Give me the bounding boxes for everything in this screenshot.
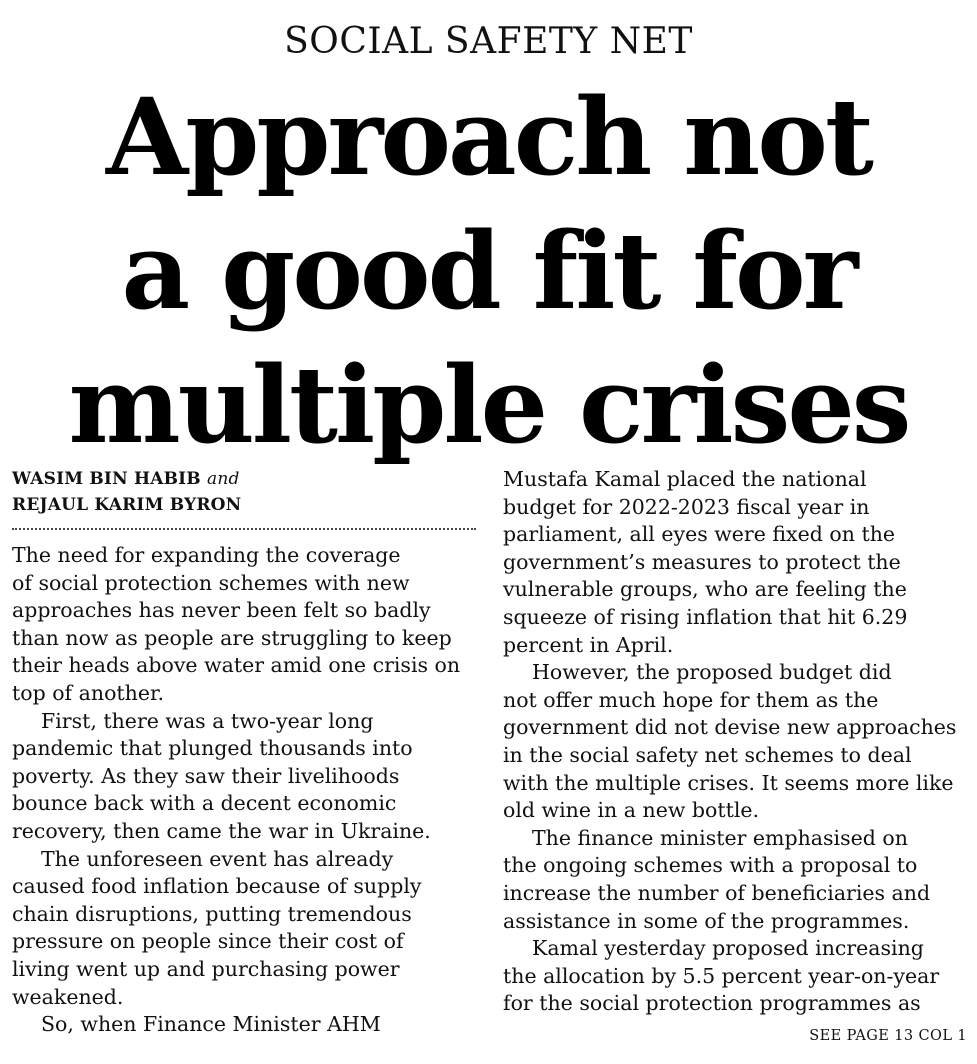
text-line: top of another. — [12, 680, 165, 705]
text-line: vulnerable groups, who are feeling the — [503, 577, 907, 602]
text-line: The finance minister emphasised on — [532, 825, 908, 850]
text-line: bounce back with a decent economic — [12, 791, 397, 816]
text-line: parliament, all eyes were fixed on the — [503, 522, 896, 547]
section-kicker: SOCIAL SAFETY NET — [284, 21, 693, 62]
text-line: the ongoing schemes with a proposal to — [503, 853, 918, 878]
text-line: However, the proposed budget did — [532, 660, 892, 685]
dotted-divider — [12, 528, 476, 530]
text-line: The need for expanding the coverage — [12, 543, 401, 567]
paragraph-2 — [12, 708, 478, 846]
text-line: caused food inflation because of supply — [12, 874, 422, 899]
paragraph-1 — [12, 542, 478, 708]
paragraph-7 — [503, 825, 969, 935]
byline-author-2: REJAUL KARIM BYRON — [12, 495, 242, 515]
paragraph-4 — [12, 1011, 478, 1039]
text-line: pandemic that plunged thousands into — [12, 736, 413, 761]
text-line: living went up and purchasing power — [12, 956, 400, 981]
text-line: for the social protection programmes as — [503, 991, 921, 1016]
text-line: the allocation by 5.5 percent year-on-year — [503, 963, 940, 988]
text-line: First, there was a two-year long — [41, 708, 374, 733]
text-line: assistance in some of the programmes. — [503, 908, 910, 933]
text-line: budget for 2022-2023 fiscal year in — [503, 494, 870, 519]
byline-conjunction: and — [207, 469, 240, 489]
right-column — [503, 466, 969, 1018]
text-line: government did not devise new approaches — [503, 715, 957, 740]
text-line: weakened. — [12, 984, 124, 1009]
text-line: old wine in a new bottle. — [503, 798, 760, 823]
text-line: percent in April. — [503, 632, 674, 657]
headline-line-3: multiple crises — [68, 342, 909, 467]
text-line: pressure on people since their cost of — [12, 929, 404, 954]
text-line: than now as people are struggling to keep — [12, 625, 452, 650]
text-line: chain disruptions, putting tremendous — [12, 901, 412, 926]
text-line: The unforeseen event has already — [41, 846, 394, 871]
byline-line-1 — [12, 466, 478, 492]
byline — [12, 466, 478, 518]
paragraph-3 — [12, 846, 478, 1012]
text-line: Mustafa Kamal placed the national — [503, 467, 867, 491]
text-line: not offer much hope for them as the — [503, 687, 879, 712]
text-line: Kamal yesterday proposed increasing — [532, 936, 924, 961]
text-line: squeeze of rising inflation that hit 6.29 — [503, 604, 908, 629]
paragraph-6 — [503, 659, 969, 825]
paragraph-5 — [503, 466, 969, 659]
text-line: of social protection schemes with new — [12, 570, 410, 595]
text-line: in the social safety net schemes to deal — [503, 742, 912, 767]
byline-author-1: WASIM BIN HABIB — [12, 469, 201, 489]
text-line: approaches has never been felt so badly — [12, 598, 431, 623]
text-line: recovery, then came the war in Ukraine. — [12, 818, 431, 843]
text-line: government’s measures to protect the — [503, 549, 901, 574]
text-line: their heads above water amid one crisis on — [12, 653, 461, 678]
text-line: increase the number of beneficiaries and — [503, 880, 931, 905]
text-line: with the multiple crises. It seems more like — [503, 770, 954, 795]
headline — [0, 70, 977, 472]
paragraph-8 — [503, 935, 969, 1018]
headline-line-1: Approach not — [106, 74, 871, 199]
text-line: poverty. As they saw their livelihoods — [12, 763, 400, 788]
text-line: So, when Finance Minister AHM — [41, 1012, 381, 1037]
headline-line-2: a good fit for — [121, 208, 856, 333]
continuation-jump-line: SEE PAGE 13 COL 1 — [809, 1028, 967, 1044]
left-column — [12, 466, 478, 1039]
